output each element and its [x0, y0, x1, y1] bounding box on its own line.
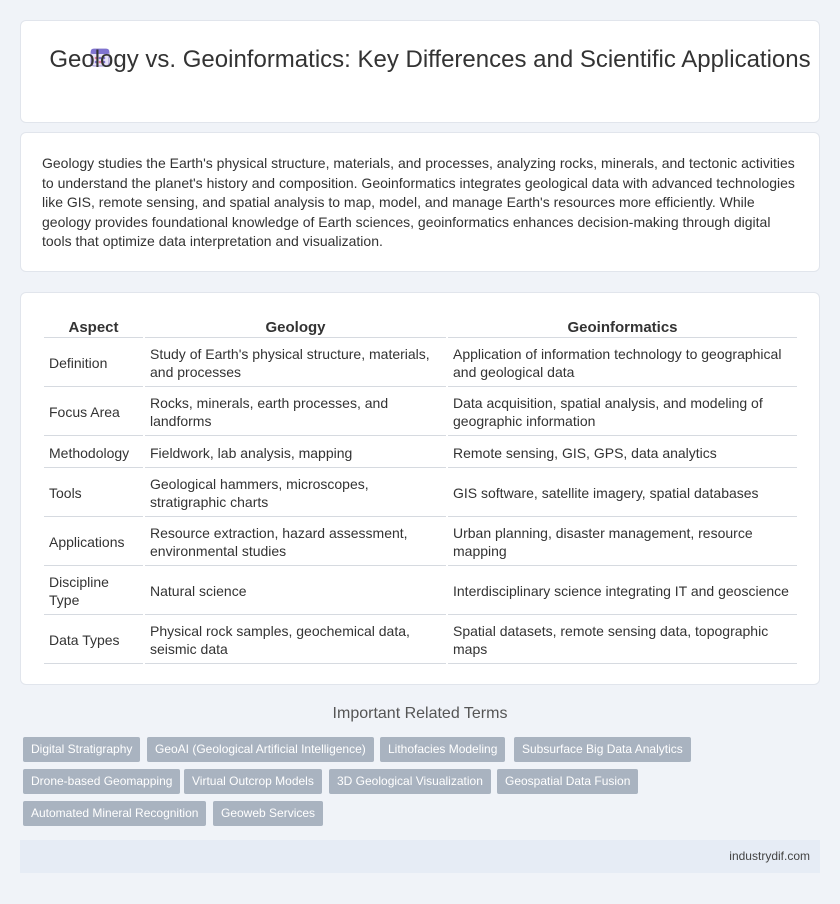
row-geology: Geological hammers, microscopes, stratigraphic charts: [145, 470, 446, 517]
intro-paragraph: Geology studies the Earth's physical structure, materials, and processes, analyzing rocks, minerals, and tectonic activities to understand the planet's history and composition. Geoinformatics integrates geological data with advanced technologies like GIS, remote sensing, and spatial analysis to map, model, and manage Earth's resources more efficiently. While geology provides foundational knowledge of Earth sciences, geoinformatics enhances decision-making through digital tools that optimize data interpretation and visualization.: [42, 155, 795, 250]
row-aspect: Tools: [44, 470, 143, 517]
tag-virtual-outcrop-models[interactable]: Virtual Outcrop Models: [184, 769, 322, 794]
footer-site: industrydif.com: [729, 849, 810, 863]
row-geology: Resource extraction, hazard assessment, environmental studies: [145, 519, 446, 566]
row-geoinformatics: Interdisciplinary science integrating IT and geoscience: [448, 568, 797, 615]
tag-lithofacies-modeling[interactable]: Lithofacies Modeling: [380, 737, 505, 762]
row-geoinformatics: Urban planning, disaster management, resource mapping: [448, 519, 797, 566]
tag-subsurface-big-data[interactable]: Subsurface Big Data Analytics: [514, 737, 691, 762]
row-aspect: Methodology: [44, 438, 143, 468]
tag-digital-stratigraphy[interactable]: Digital Stratigraphy: [23, 737, 140, 762]
row-geoinformatics: Data acquisition, spatial analysis, and modeling of geographic information: [448, 389, 797, 436]
table-row: [44, 438, 797, 468]
table-row: [44, 389, 797, 436]
table-header-row: [44, 315, 797, 338]
footer: [20, 840, 820, 873]
row-geoinformatics: Application of information technology to geographical and geological data: [448, 340, 797, 387]
tag-drone-geomapping[interactable]: Drone-based Geomapping: [23, 769, 180, 794]
table-row: [44, 470, 797, 517]
row-aspect: Discipline Type: [44, 568, 143, 615]
row-geoinformatics: Spatial datasets, remote sensing data, topographic maps: [448, 617, 797, 664]
table-row: [44, 340, 797, 387]
comparison-table: [42, 313, 799, 666]
table-row: [44, 519, 797, 566]
table-row: [44, 568, 797, 615]
row-geology: Study of Earth's physical structure, materials, and processes: [145, 340, 446, 387]
comparison-card: [20, 292, 820, 685]
row-aspect: Focus Area: [44, 389, 143, 436]
related-terms-title: Important Related Terms: [332, 705, 508, 722]
tag-geospatial-data-fusion[interactable]: Geospatial Data Fusion: [497, 769, 638, 794]
row-geology: Rocks, minerals, earth processes, and landforms: [145, 389, 446, 436]
row-aspect: Applications: [44, 519, 143, 566]
row-geology: Natural science: [145, 568, 446, 615]
tag-geoweb-services[interactable]: Geoweb Services: [213, 801, 323, 826]
intro-card: [20, 132, 820, 272]
title-card: [20, 20, 820, 123]
header-geoinformatics: Geoinformatics: [448, 315, 797, 338]
page-title: Geology vs. Geoinformatics: Key Differences and Scientific Applications: [49, 46, 811, 73]
tag-3d-geological-visualization[interactable]: 3D Geological Visualization: [329, 769, 491, 794]
row-geology: Fieldwork, lab analysis, mapping: [145, 438, 446, 468]
tag-automated-mineral-recognition[interactable]: Automated Mineral Recognition: [23, 801, 206, 826]
header-geology: Geology: [145, 315, 446, 338]
row-geoinformatics: Remote sensing, GIS, GPS, data analytics: [448, 438, 797, 468]
header-aspect: Aspect: [44, 315, 143, 338]
row-aspect: Definition: [44, 340, 143, 387]
table-row: [44, 617, 797, 664]
row-aspect: Data Types: [44, 617, 143, 664]
row-geoinformatics: GIS software, satellite imagery, spatial databases: [448, 470, 797, 517]
tag-geoai[interactable]: GeoAI (Geological Artificial Intelligence): [147, 737, 374, 762]
row-geology: Physical rock samples, geochemical data, seismic data: [145, 617, 446, 664]
